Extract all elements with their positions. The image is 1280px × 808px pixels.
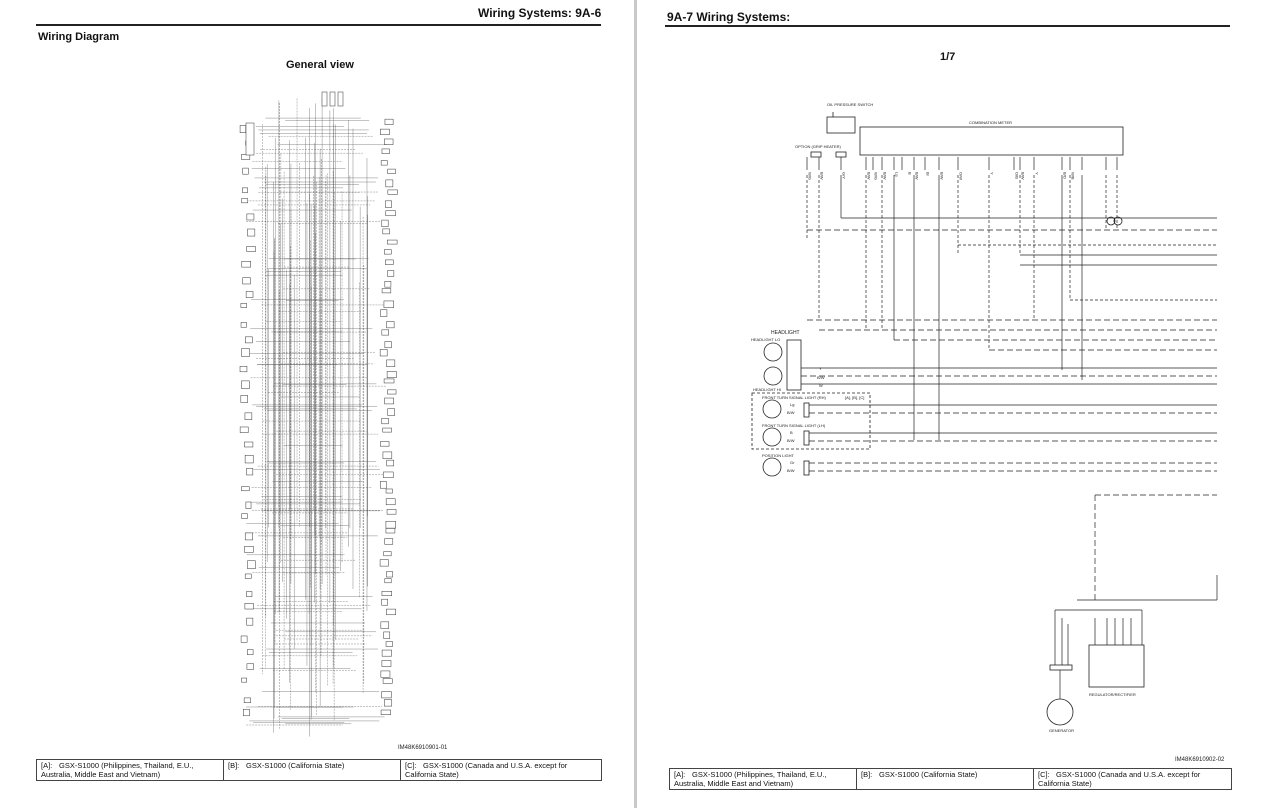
meter-wire-label: W/G	[807, 172, 813, 180]
turn-lh-bulb	[763, 428, 781, 446]
wire-label-headlight-bw: B/W	[817, 375, 825, 380]
position-light-label: POSITION LIGHT	[762, 453, 795, 458]
headlight-lo-bulb	[764, 343, 782, 361]
front-turn-rh-label: FRONT TURN SIGNAL LIGHT (RH)	[762, 395, 826, 400]
legend-cell-a: [A]: GSX-S1000 (Philippines, Thailand, E.U., Australia, Middle East and Vietnam)	[37, 760, 224, 781]
meter-wire-label: B/W	[882, 172, 888, 180]
wire-label-headlight-w: W	[819, 383, 823, 388]
meter-wire-label: G/Y	[841, 172, 847, 179]
meter-wire-label: Y	[1034, 172, 1040, 175]
wire-label-pos-bw: B/W	[787, 468, 795, 473]
headlight-label: HEADLIGHT	[771, 330, 800, 336]
regulator-rectifier-label: REGULATOR/RECTIFIER	[1089, 692, 1136, 697]
wire-label-pos-gr: Gr	[790, 460, 795, 465]
meter-wire-label: W/B	[1070, 172, 1076, 180]
option-grip-heater-label: OPTION (GRIP HEATER)	[795, 144, 841, 149]
left-page	[0, 0, 634, 808]
abc-marker: [A], [B], [C]	[845, 395, 865, 400]
left-header-rule	[36, 24, 601, 26]
page-fraction: 1/7	[940, 51, 956, 63]
general-view-diagram	[238, 88, 408, 748]
figure-title: General view	[286, 59, 354, 71]
legend-cell-c: [C]: GSX-S1000 (Canada and U.S.A. except for California State)	[1034, 769, 1232, 790]
combination-meter-box	[860, 127, 1123, 155]
meter-wire-label: B	[907, 172, 913, 175]
left-image-id: IM48K6910901-01	[398, 745, 448, 751]
meter-wire-label: Bl	[925, 172, 931, 176]
oil-pressure-switch-symbol	[827, 117, 855, 133]
right-page	[637, 0, 1280, 808]
right-legend-table	[669, 768, 1232, 790]
meter-wire-label: B/W	[819, 172, 825, 180]
meter-wire-label: B/O	[1062, 172, 1068, 179]
left-page-header: Wiring Systems: 9A-6	[478, 6, 602, 20]
wire-label-headlight-y: Y	[819, 366, 822, 371]
headlight-hi-label: HEADLIGHT HI	[753, 387, 781, 392]
legend-cell-a: [A]: GSX-S1000 (Philippines, Thailand, E.U., Australia, Middle East and Vietnam)	[670, 769, 857, 790]
headlight-hi-bulb	[764, 367, 782, 385]
wire-label-rh-bw: B/W	[787, 410, 795, 415]
wiring-diagram-1-of-7	[637, 0, 1280, 760]
regulator-rectifier-box	[1089, 645, 1144, 687]
meter-wire-label: B/W	[1020, 172, 1026, 180]
right-page-header: 9A-7 Wiring Systems:	[667, 10, 791, 24]
abc-dashed-group	[752, 393, 870, 449]
meter-wire-label: B/W	[914, 172, 920, 180]
meter-wire-label: B/W	[939, 172, 945, 180]
generator-label: GENERATOR	[1049, 728, 1074, 733]
wire-label-lh-bw: B/W	[787, 438, 795, 443]
wire-label-lh-b: B	[790, 430, 793, 435]
legend-cell-b: [B]: GSX-S1000 (California State)	[857, 769, 1034, 790]
oil-pressure-switch-label: OIL PRESSURE SWITCH	[827, 102, 874, 107]
meter-wire-label: B/W	[866, 172, 872, 180]
meter-wire-label: W/G	[873, 172, 879, 180]
generator-symbol	[1047, 699, 1073, 725]
turn-rh-bulb	[763, 400, 781, 418]
position-light-bulb	[763, 458, 781, 476]
left-legend-table	[36, 759, 602, 781]
section-title: Wiring Diagram	[38, 31, 120, 43]
legend-cell-c: [C]: GSX-S1000 (Canada and U.S.A. except for California State)	[401, 760, 602, 781]
meter-wire-label: Y	[989, 172, 995, 175]
wire-label-rh-lg: Lg	[790, 402, 795, 407]
combination-meter-label: COMBINATION METER	[969, 120, 1013, 125]
right-image-id: IM48K6910902-02	[1175, 757, 1225, 763]
legend-cell-b: [B]: GSX-S1000 (California State)	[224, 760, 401, 781]
meter-wire-label: O/W	[958, 172, 964, 180]
meter-wire-label: Lg	[894, 172, 900, 177]
meter-wire-label: O/B	[1014, 172, 1020, 179]
front-turn-lh-label: FRONT TURN SIGNAL LIGHT (LH)	[762, 423, 826, 428]
headlight-housing	[787, 340, 801, 390]
headlight-lo-label: HEADLIGHT LO	[751, 337, 781, 342]
